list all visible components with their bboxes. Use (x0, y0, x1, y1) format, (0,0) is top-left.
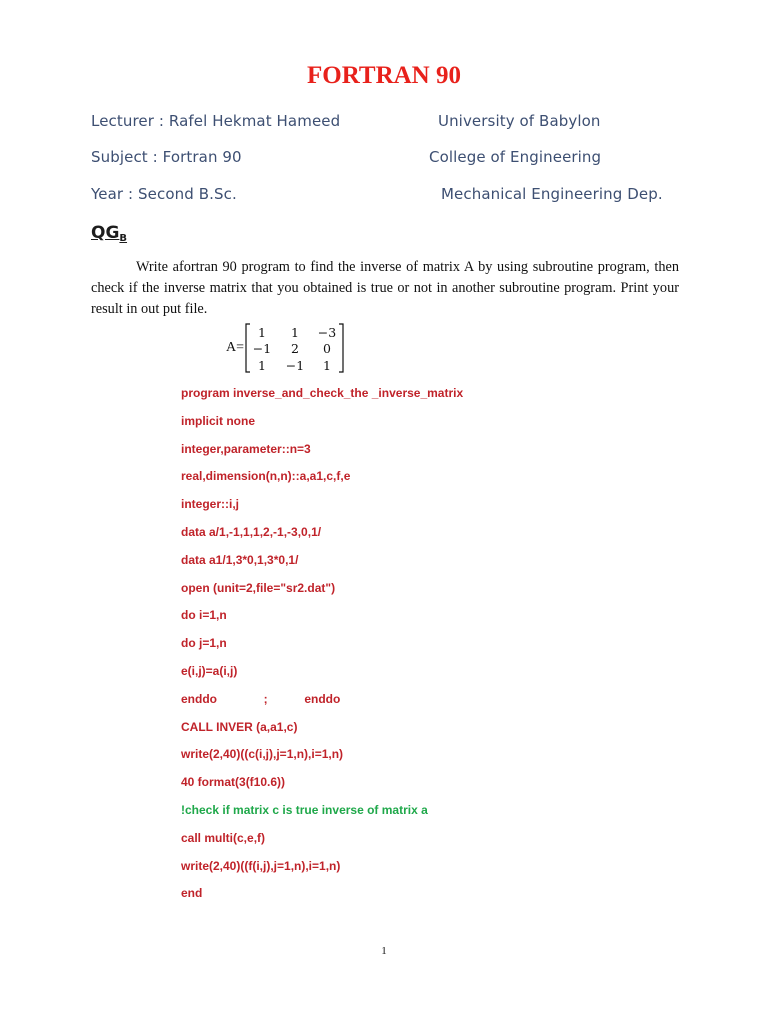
matrix-cell: 1 (291, 325, 299, 340)
matrix-left-bracket (246, 324, 250, 372)
matrix-cell: 2 (291, 341, 299, 356)
code-line: open (unit=2,file="sr2.dat") (181, 580, 336, 595)
code-line: 40 format(3(f10.6)) (181, 775, 286, 790)
code-line: integer::i,j (181, 497, 240, 512)
code-comment-line: !check if matrix c is true inverse of matrix a (181, 803, 428, 817)
question-heading (91, 223, 127, 244)
department-name: Mechanical Engineering Dep. (441, 185, 663, 203)
code-line: write(2,40)((f(i,j),j=1,n),i=1,n) (181, 858, 341, 873)
question-label: QG (91, 223, 120, 243)
matrix-cell: −1 (285, 358, 305, 373)
matrix-cell: 1 (258, 358, 266, 373)
university-name: University of Babylon (438, 112, 601, 130)
matrix-cell: 1 (323, 358, 331, 373)
matrix-cell: −3 (317, 325, 337, 340)
question-subscript: B (119, 233, 128, 244)
matrix-label: A= (226, 340, 245, 355)
code-line: call multi(c,e,f) (181, 830, 266, 845)
page-number: 1 (381, 945, 387, 957)
code-line: implicit none (181, 413, 256, 428)
matrix-cell: 1 (258, 325, 266, 340)
code-line: end (181, 886, 203, 901)
code-line: real,dimension(n,n)::a,a1,c,f,e (181, 469, 351, 484)
document-title: FORTRAN 90 (307, 62, 461, 89)
code-line: data a/1,-1,1,1,2,-1,-3,0,1/ (181, 525, 322, 539)
matrix-cell: −1 (252, 341, 272, 356)
code-line: write(2,40)((c(i,j),j=1,n),i=1,n) (181, 747, 344, 762)
subject-label: Subject : Fortran 90 (91, 148, 242, 166)
code-line: e(i,j)=a(i,j) (181, 664, 238, 678)
matrix-figure (226, 322, 356, 374)
question-paragraph (91, 257, 679, 320)
code-line: enddo ; enddo (181, 691, 341, 706)
code-line: program inverse_and_check_the _inverse_matrix (181, 386, 464, 400)
code-line: do i=1,n (181, 608, 227, 623)
question-text: Write afortran 90 program to find the inverse of matrix A by using subroutine program, then check if the inverse matrix that you obtained is true or not in another subroutine program. Print your result in out put file. (91, 259, 679, 317)
code-line: do j=1,n (181, 636, 227, 651)
lecturer-name: Lecturer : Rafel Hekmat Hameed (91, 112, 341, 130)
code-line: data a1/1,3*0,1,3*0,1/ (181, 552, 299, 567)
code-line: integer,parameter::n=3 (181, 441, 311, 456)
matrix-cell: 0 (323, 341, 331, 356)
year-label: Year : Second B.Sc. (91, 185, 237, 203)
matrix-right-bracket (339, 324, 343, 372)
college-name: College of Engineering (429, 148, 602, 166)
code-line: CALL INVER (a,a1,c) (181, 719, 298, 734)
